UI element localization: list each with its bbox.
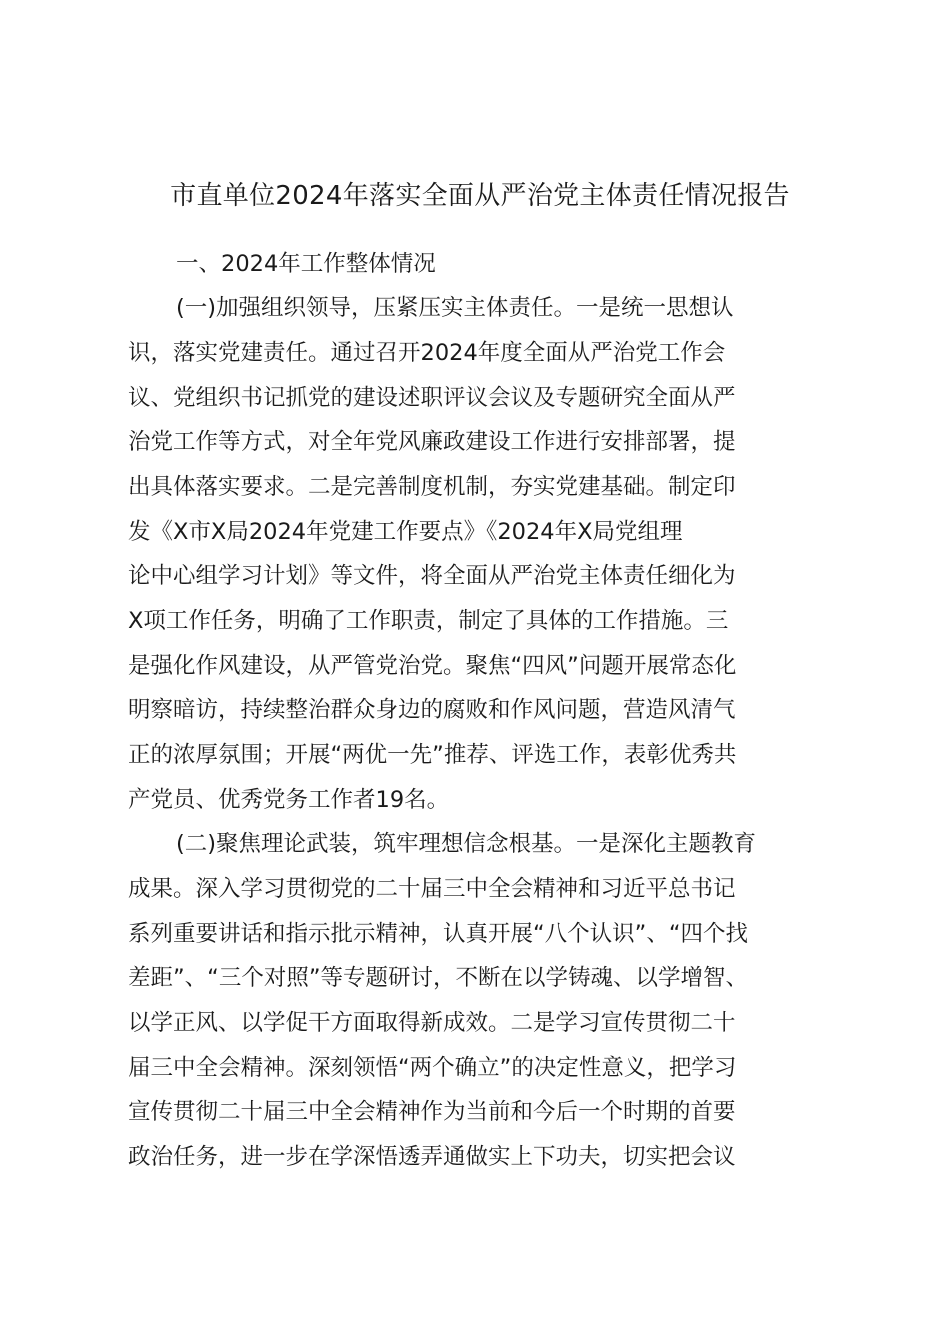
paragraph-line: 正的浓厚氛围；开展“两优一先”推荐、评选工作，表彰优秀共 xyxy=(128,742,737,768)
paragraph-line: (一)加强组织领导，压紧压实主体责任。一是统一思想认 xyxy=(176,295,734,321)
section-heading: 一、2024年工作整体情况 xyxy=(176,251,436,277)
paragraph-line: (二)聚焦理论武装，筑牢理想信念根基。一是深化主题教育 xyxy=(176,831,757,857)
paragraph-line: 议、党组织书记抓党的建设述职评议会议及专题研究全面从严 xyxy=(128,385,736,411)
paragraph-line: 政治任务，进一步在学深悟透弄通做实上下功夫，切实把会议 xyxy=(128,1144,736,1170)
paragraph-line: 成果。深入学习贯彻党的二十届三中全会精神和习近平总书记 xyxy=(128,876,736,902)
paragraph-line: 差距”、“三个对照”等专题研讨，不断在以学铸魂、以学增智、 xyxy=(128,965,748,991)
paragraph-line: 系列重要讲话和指示批示精神，认真开展“八个认识”、“四个找 xyxy=(128,921,748,947)
document-title: 市直单位2024年落实全面从严治党主体责任情况报告 xyxy=(170,181,790,211)
paragraph-line: 产党员、优秀党务工作者19名。 xyxy=(128,787,450,813)
paragraph-line: X项工作任务，明确了工作职责，制定了具体的工作措施。三 xyxy=(128,608,729,634)
paragraph-line: 治党工作等方式，对全年党风廉政建设工作进行安排部署，提 xyxy=(128,429,736,455)
paragraph-line: 是强化作风建设，从严管党治党。聚焦“四风”问题开展常态化 xyxy=(128,653,737,679)
paragraph-line: 宣传贯彻二十届三中全会精神作为当前和今后一个时期的首要 xyxy=(128,1099,736,1125)
paragraph-line: 论中心组学习计划》等文件，将全面从严治党主体责任细化为 xyxy=(128,563,736,589)
paragraph-line: 明察暗访，持续整治群众身边的腐败和作风问题，营造风清气 xyxy=(128,697,736,723)
paragraph-line: 届三中全会精神。深刻领悟“两个确立”的决定性意义，把学习 xyxy=(128,1055,737,1081)
paragraph-line: 出具体落实要求。二是完善制度机制，夯实党建基础。制定印 xyxy=(128,474,736,500)
paragraph-line: 识，落实党建责任。通过召开2024年度全面从严治党工作会 xyxy=(128,340,726,366)
paragraph-line: 以学正风、以学促干方面取得新成效。二是学习宣传贯彻二十 xyxy=(128,1010,736,1036)
paragraph-line: 发《X市X局2024年党建工作要点》《2024年X局党组理 xyxy=(128,519,683,545)
